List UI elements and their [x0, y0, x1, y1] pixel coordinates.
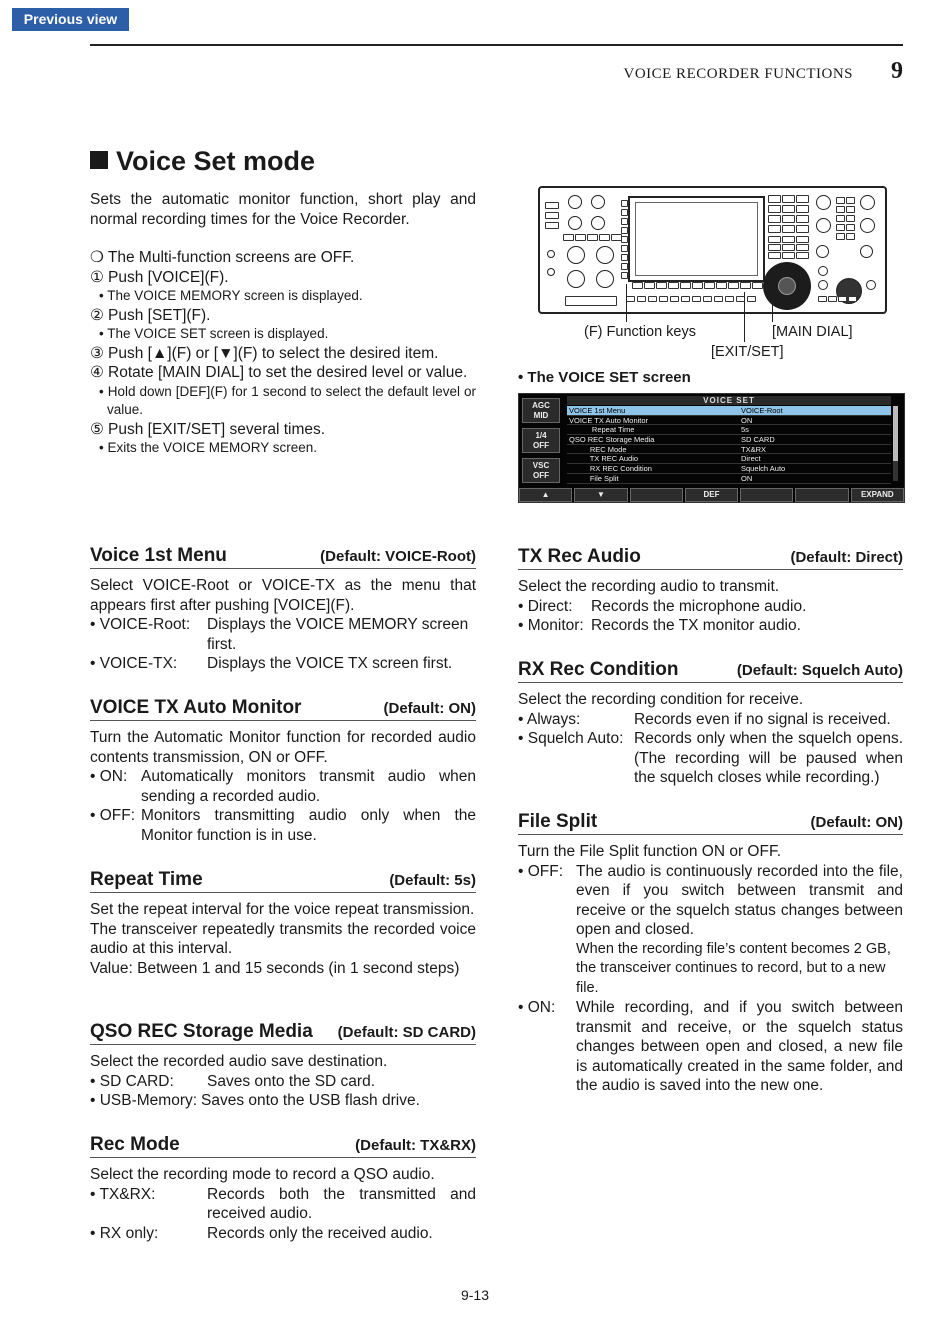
- lcd-menu-row[interactable]: RX REC Condition Squelch Auto: [567, 464, 891, 474]
- panel-key-icon: [796, 225, 809, 233]
- step-text: Push [VOICE](F).: [108, 268, 229, 286]
- step-number: ⑤: [90, 420, 104, 438]
- section-rec-mode: [90, 1134, 476, 1243]
- function-key-icon: [704, 282, 715, 289]
- lcd-function-keys: [519, 488, 904, 502]
- list-item: • TX&RX: Records both the transmitted and received audio.: [90, 1185, 476, 1222]
- step-3: [90, 344, 476, 364]
- vsc-button[interactable]: VSC OFF: [522, 458, 560, 483]
- intro-text: Sets the automatic monitor function, short play and normal recording times for the Voice Recorder.: [90, 191, 476, 228]
- panel-key-icon: [796, 244, 809, 251]
- step-4: [90, 363, 476, 383]
- section-text: The transceiver repeatedly transmits the recorded voice audio at this interval.: [90, 920, 476, 957]
- lcd-menu-row[interactable]: VOICE TX Auto Monitor ON: [567, 416, 891, 426]
- panel-key-icon: [846, 215, 855, 222]
- section-title: File Split: [518, 811, 598, 832]
- function-key-icon: [656, 282, 667, 289]
- panel-key-icon: [648, 296, 657, 302]
- panel-key-icon: [836, 197, 845, 204]
- callout-line: [744, 292, 745, 342]
- step-number: ①: [90, 268, 104, 286]
- section-text: Turn the Automatic Monitor function for recorded audio contents transmission, ON or OFF.: [90, 729, 476, 766]
- panel-key-icon: [782, 225, 795, 233]
- section-qso-rec-storage-media: [90, 1021, 476, 1111]
- panel-key-icon: [545, 202, 559, 209]
- panel-key-icon: [545, 212, 559, 219]
- section-voice-1st-menu: [90, 545, 476, 674]
- lcd-menu-list: [567, 406, 891, 484]
- function-keys-callout: (F) Function keys: [584, 324, 696, 340]
- step-text: Push [▲](F) or [▼](F) to select the desired item.: [108, 344, 439, 362]
- list-item: • OFF: The audio is continuously recorded into the file, even if you switch between transmit and receive or the squelch status changes between open and closed. When the recording file’s content becomes 2 GB, the transceiver continues to record, but to a new file.: [518, 862, 903, 999]
- panel-key-icon: [846, 224, 855, 231]
- list-item: • OFF: Monitors transmitting audio only when the Monitor function is in use.: [90, 807, 476, 844]
- section-text: Value: Between 1 and 15 seconds (in 1 second steps): [90, 959, 460, 977]
- list-item: • Monitor: Records the TX monitor audio.: [518, 617, 801, 634]
- list-item: • USB-Memory: Saves onto the USB flash drive.: [90, 1092, 420, 1109]
- list-item: • Squelch Auto: Records only when the squelch opens. (The recording will be paused when the squelch closes while recording.): [518, 730, 903, 786]
- square-bullet-icon: [90, 151, 108, 169]
- panel-key-icon: [768, 195, 781, 203]
- page-title: [90, 146, 315, 177]
- list-item: • ON: While recording, and if you switch between transmit and receive, or the squelch status changes between open and closed, a new file is automatically created in the same folder, and the audio is saved into the new one.: [518, 999, 903, 1094]
- panel-key-icon: [768, 244, 781, 251]
- panel-key-icon: [836, 224, 845, 231]
- function-key-icon: [740, 282, 751, 289]
- knob-icon: [860, 195, 875, 210]
- step-text: Push [SET](F).: [108, 306, 211, 324]
- function-key-icon: [644, 282, 655, 289]
- panel-key-icon: [796, 205, 809, 213]
- panel-key-icon: [846, 197, 855, 204]
- transceiver-display: [628, 196, 765, 282]
- lcd-menu-row[interactable]: REC Mode TX&RX: [567, 445, 891, 455]
- step-note: • The VOICE SET screen is displayed.: [99, 326, 329, 341]
- panel-key-icon: [768, 225, 781, 233]
- panel-key-icon: [782, 244, 795, 251]
- panel-key-icon: [796, 195, 809, 203]
- panel-key-icon: [637, 296, 646, 302]
- section-text: Select the recorded audio save destination.: [90, 1053, 388, 1070]
- panel-key-icon: [796, 236, 809, 243]
- knob-icon: [860, 218, 875, 233]
- section-voice-tx-auto-monitor: [90, 697, 476, 845]
- function-key-icon: [692, 282, 703, 289]
- panel-key-icon: [818, 296, 827, 302]
- panel-key-icon: [848, 296, 857, 302]
- panel-key-icon: [545, 222, 559, 229]
- lcd-title: VOICE SET: [567, 396, 891, 405]
- page-title-text: Voice Set mode: [116, 146, 316, 176]
- knob-icon: [568, 195, 582, 209]
- knob-icon: [818, 266, 828, 276]
- lcd-menu-row[interactable]: VOICE 1st Menu VOICE-Root: [567, 406, 891, 416]
- panel-key-icon: [714, 296, 723, 302]
- step-5: [90, 420, 476, 440]
- section-default: (Default: VOICE-Root): [320, 548, 476, 565]
- step-note: • The VOICE MEMORY screen is displayed.: [99, 288, 363, 303]
- def-key[interactable]: DEF: [685, 488, 738, 502]
- knob-icon: [567, 246, 585, 264]
- panel-key-icon: [621, 209, 628, 216]
- function-key-icon: [668, 282, 679, 289]
- section-default: (Default: Squelch Auto): [736, 662, 903, 679]
- step-number: ④: [90, 364, 104, 381]
- knob-icon: [547, 250, 555, 258]
- panel-key-icon: [796, 252, 809, 259]
- knob-icon: [818, 280, 828, 290]
- panel-key-icon: [782, 205, 795, 213]
- section-default: (Default: 5s): [389, 872, 476, 889]
- panel-key-icon: [575, 234, 586, 241]
- page-number: 9-13: [460, 1287, 490, 1303]
- section-text: Select the recording audio to transmit.: [518, 578, 780, 595]
- section-default: (Default: SD CARD): [337, 1024, 476, 1041]
- knob-icon: [816, 195, 831, 210]
- section-title: Rec Mode: [90, 1134, 180, 1155]
- expand-key[interactable]: EXPAND: [851, 488, 904, 502]
- section-text: Select VOICE-Root or VOICE-TX as the menu that appears first after pushing [VOICE](F).: [90, 577, 476, 614]
- list-item: • SD CARD: Saves onto the SD card.: [90, 1072, 376, 1090]
- panel-key-icon: [796, 215, 809, 223]
- panel-key-icon: [782, 252, 795, 259]
- section-text: Select the recording mode to record a QSO audio.: [90, 1166, 435, 1183]
- panel-key-icon: [621, 200, 628, 207]
- panel-key-icon: [836, 215, 845, 222]
- panel-key-icon: [659, 296, 668, 302]
- section-tx-rec-audio: [518, 546, 903, 636]
- panel-key-icon: [768, 205, 781, 213]
- section-title: VOICE TX Auto Monitor: [90, 697, 302, 718]
- lcd-menu-row[interactable]: TX REC Audio Direct: [567, 454, 891, 464]
- section-default: (Default: Direct): [790, 549, 903, 566]
- main-dial-callout: [MAIN DIAL]: [772, 324, 853, 340]
- panel-key-icon: [768, 252, 781, 259]
- down-key[interactable]: ▼: [574, 488, 627, 502]
- knob-icon: [568, 216, 582, 230]
- section-title: Repeat Time: [90, 869, 203, 890]
- panel-key-icon: [621, 227, 628, 234]
- panel-key-icon: [782, 236, 795, 243]
- blank-key[interactable]: [795, 488, 848, 502]
- voice-set-screen: [518, 393, 905, 503]
- lcd-menu-row[interactable]: QSO REC Storage Media SD CARD: [567, 435, 891, 445]
- main-dial-icon: [763, 262, 811, 310]
- step-2: [90, 306, 476, 326]
- function-key-icon: [680, 282, 691, 289]
- list-item: • VOICE-TX: Displays the VOICE TX screen first.: [90, 655, 453, 672]
- panel-key-icon: [782, 195, 795, 203]
- step-note: • Exits the VOICE MEMORY screen.: [99, 440, 318, 455]
- panel-key-icon: [846, 233, 855, 240]
- previous-view-button[interactable]: Previous view: [12, 8, 129, 31]
- section-title: Voice 1st Menu: [90, 545, 227, 566]
- function-key-icon: [632, 282, 643, 289]
- intro-block: [90, 190, 476, 458]
- panel-key-icon: [838, 296, 847, 302]
- step-text: Rotate [MAIN DIAL] to set the desired level or value.: [108, 364, 468, 381]
- section-title: RX Rec Condition: [518, 659, 679, 680]
- panel-key-icon: [828, 296, 837, 302]
- panel-key-icon: [626, 296, 635, 302]
- panel-key-icon: [703, 296, 712, 302]
- section-text: Set the repeat interval for the voice repeat transmission.: [90, 901, 475, 918]
- agc-button[interactable]: AGC MID: [522, 398, 560, 423]
- screen-caption: • The VOICE SET screen: [518, 369, 691, 386]
- section-default: (Default: ON): [383, 700, 476, 717]
- step-text: Push [EXIT/SET] several times.: [108, 420, 326, 438]
- panel-key-icon: [621, 245, 628, 252]
- chapter-number: 9: [891, 58, 903, 84]
- panel-key-icon: [725, 296, 734, 302]
- step-number: ②: [90, 306, 104, 324]
- panel-key-icon: [782, 215, 795, 223]
- panel-key-icon: [846, 206, 855, 213]
- callout-line: [626, 284, 627, 322]
- step-note: • Hold down [DEF](F) for 1 second to select the default level or value.: [99, 383, 476, 417]
- panel-key-icon: [563, 234, 574, 241]
- blank-key[interactable]: [630, 488, 683, 502]
- knob-icon: [866, 280, 876, 290]
- section-default: (Default: TX&RX): [355, 1137, 476, 1154]
- blank-key[interactable]: [740, 488, 793, 502]
- list-item: • VOICE-Root: Displays the VOICE MEMORY screen first.: [90, 616, 469, 653]
- section-rx-rec-condition: [518, 659, 903, 788]
- section-text: Turn the File Split function ON or OFF.: [518, 843, 782, 860]
- step-number: ③: [90, 344, 104, 362]
- section-title: QSO REC Storage Media: [90, 1021, 313, 1042]
- section-file-split: [518, 811, 903, 1096]
- lcd-scrollbar[interactable]: [893, 406, 898, 481]
- callout-line: [772, 300, 773, 322]
- knob-icon: [567, 270, 585, 288]
- knob-icon: [596, 246, 614, 264]
- panel-key-icon: [768, 236, 781, 243]
- list-item: • Direct: Records the microphone audio.: [518, 597, 807, 615]
- running-header: VOICE RECORDER FUNCTIONS: [623, 66, 853, 82]
- list-item: • RX only: Records only the received audio.: [90, 1224, 433, 1242]
- precondition: ❍ The Multi-function screens are OFF.: [90, 249, 355, 266]
- off-note: When the recording file’s content becomes 2 GB, the transceiver continues to record, but to a new file.: [576, 940, 891, 996]
- exit-set-callout: [EXIT/SET]: [711, 344, 784, 360]
- knob-icon: [860, 245, 873, 258]
- panel-key-icon: [621, 236, 628, 243]
- panel-key-icon: [836, 206, 845, 213]
- list-item: • ON: Automatically monitors transmit audio when sending a recorded audio.: [90, 768, 476, 805]
- section-text: Select the recording condition for receive.: [518, 691, 804, 708]
- off-description: The audio is continuously recorded into the file, even if you switch between transmit and receive or the squelch status changes between open and closed.: [576, 862, 903, 938]
- panel-key-icon: [681, 296, 690, 302]
- quarter-button[interactable]: 1/4 OFF: [522, 428, 560, 453]
- up-key[interactable]: ▲: [519, 488, 572, 502]
- section-repeat-time: [90, 869, 476, 978]
- panel-key-icon: [768, 215, 781, 223]
- panel-key-icon: [836, 233, 845, 240]
- knob-icon: [816, 245, 829, 258]
- list-item: • Always: Records even if no signal is received.: [518, 710, 891, 728]
- panel-key-icon: [747, 296, 756, 302]
- section-default: (Default: ON): [810, 814, 903, 831]
- knob-icon: [596, 270, 614, 288]
- lcd-menu-row[interactable]: Repeat Time 5s: [567, 425, 891, 435]
- knob-icon: [591, 195, 605, 209]
- header-rule: [90, 44, 903, 46]
- panel-key-icon: [621, 263, 628, 270]
- knob-icon: [547, 268, 555, 276]
- section-title: TX Rec Audio: [518, 546, 641, 567]
- panel-key-icon: [621, 218, 628, 225]
- panel-key-icon: [670, 296, 679, 302]
- function-key-icon: [728, 282, 739, 289]
- lcd-menu-row[interactable]: File Split ON: [567, 474, 891, 484]
- panel-key-icon: [599, 234, 610, 241]
- panel-key-icon: [621, 272, 628, 279]
- knob-icon: [816, 218, 831, 233]
- sd-slot-icon: [565, 296, 617, 306]
- step-1: [90, 268, 476, 288]
- knob-icon: [591, 216, 605, 230]
- panel-key-icon: [587, 234, 598, 241]
- panel-key-icon: [621, 254, 628, 261]
- panel-key-icon: [692, 296, 701, 302]
- function-key-icon: [716, 282, 727, 289]
- function-key-icon: [752, 282, 763, 289]
